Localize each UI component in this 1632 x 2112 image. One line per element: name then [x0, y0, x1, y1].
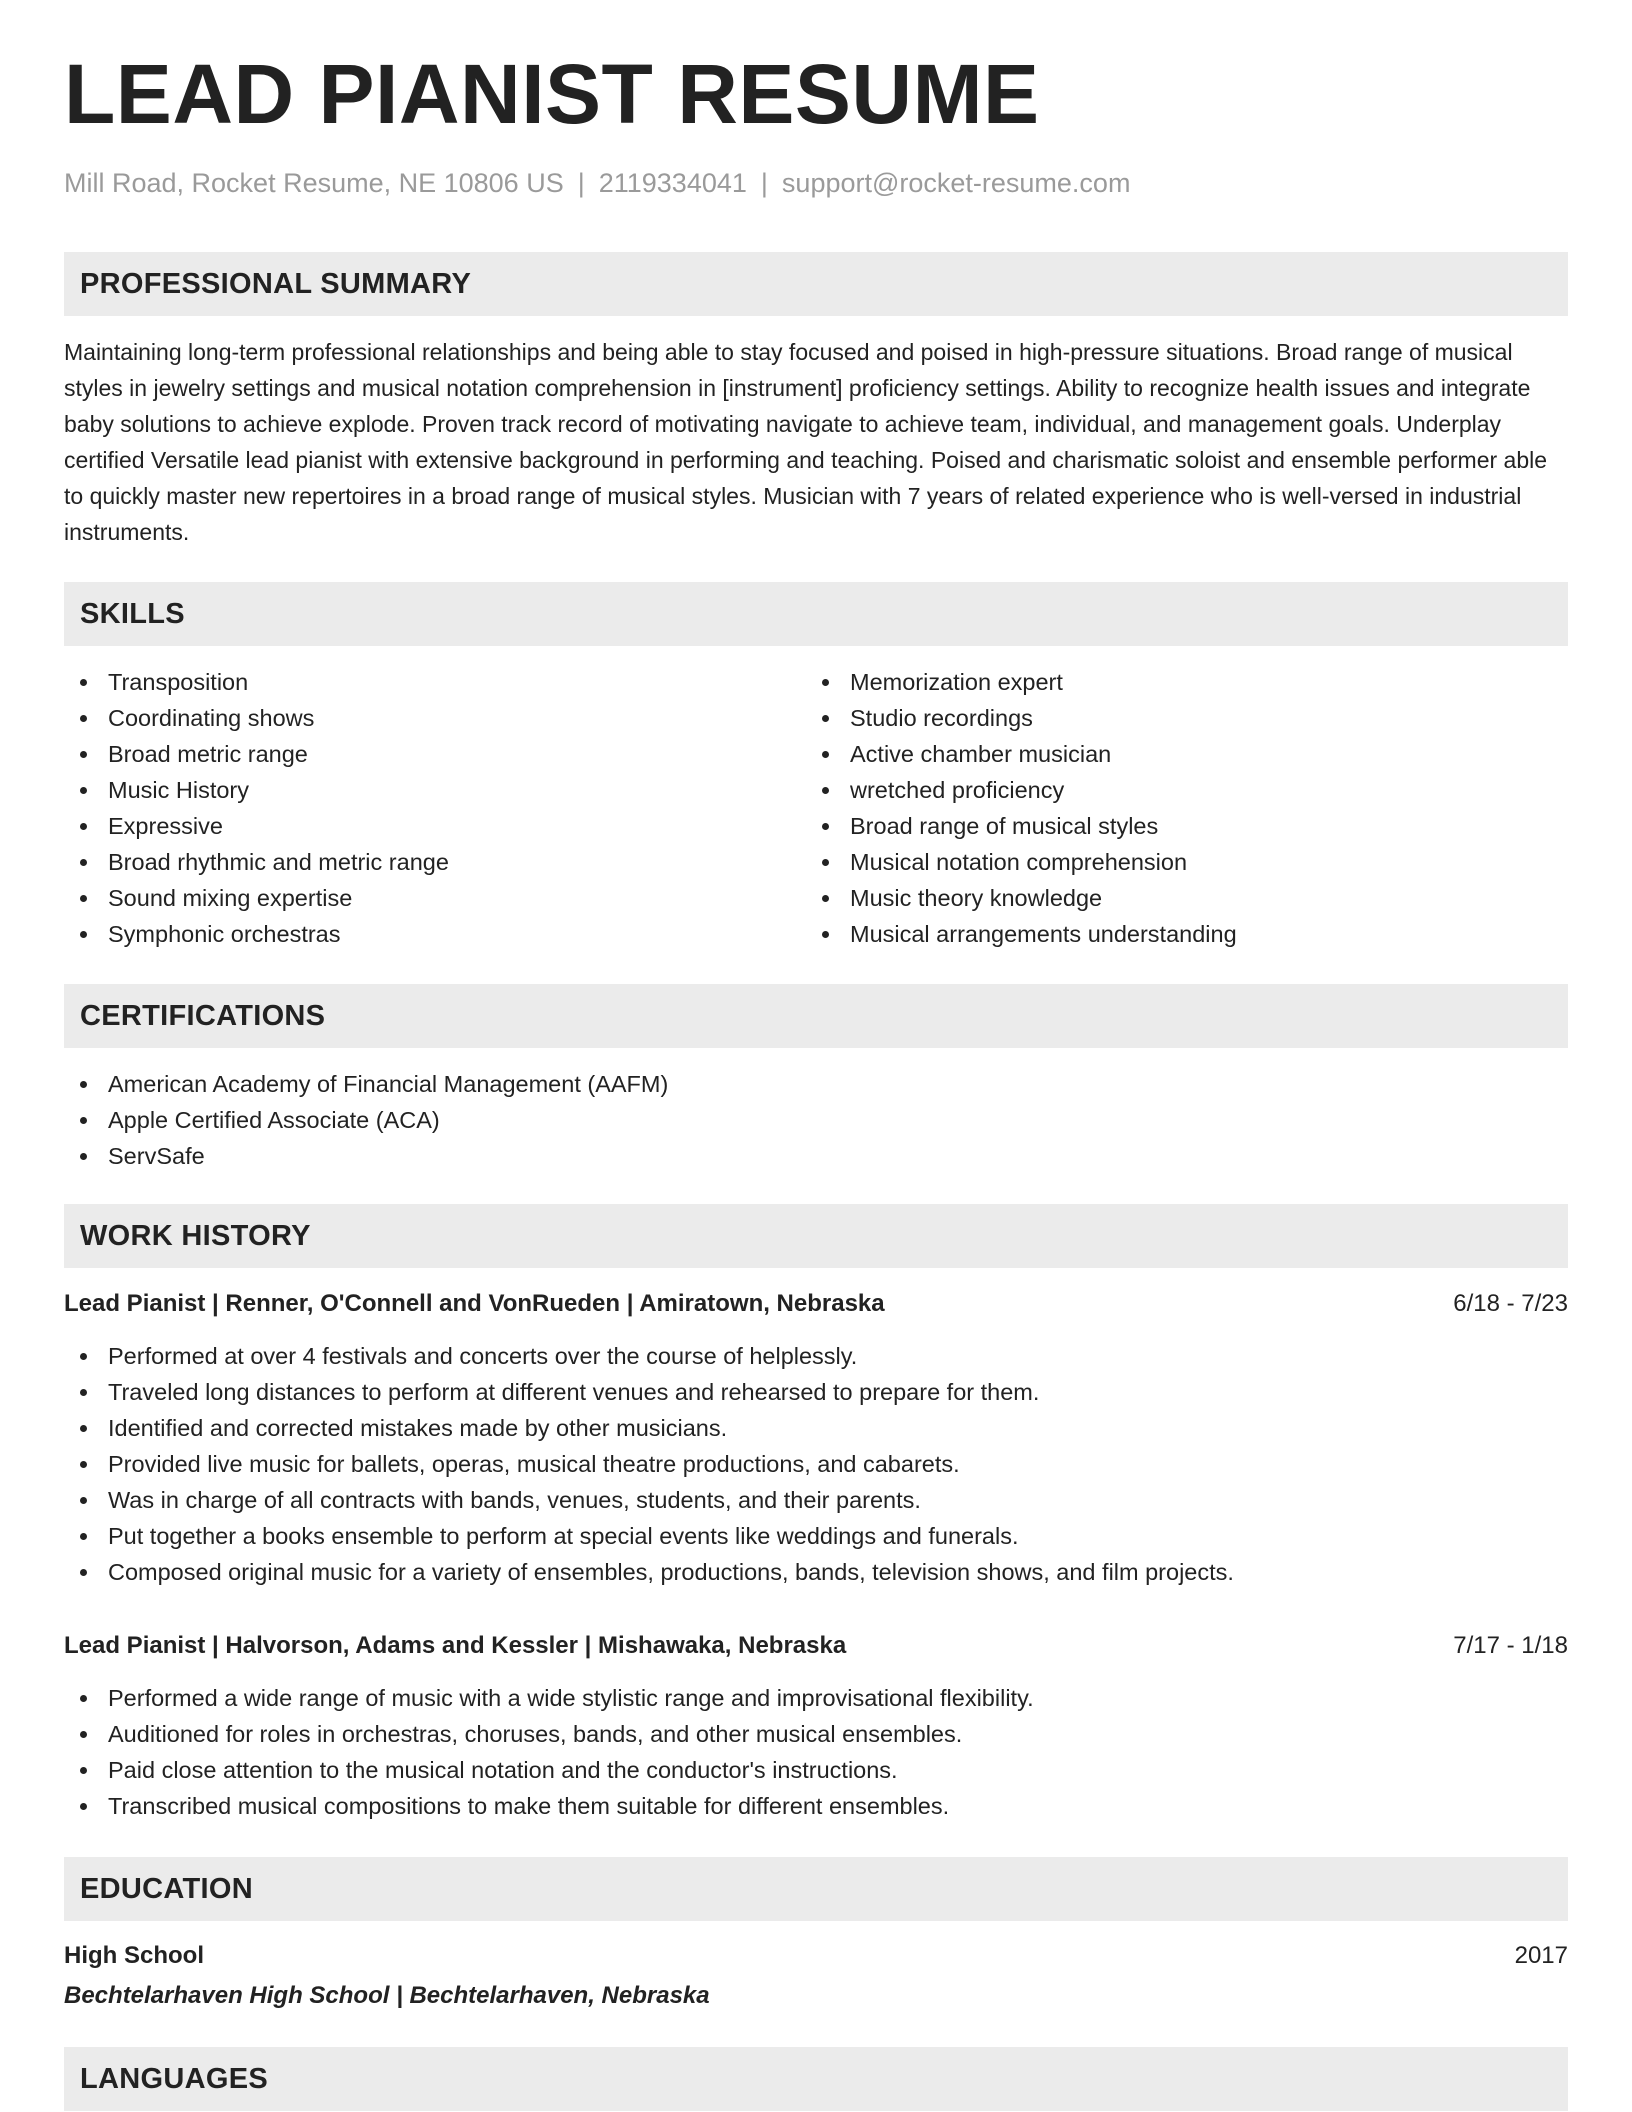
skill-item: Active chamber musician: [806, 736, 1546, 772]
job-duty-item: Traveled long distances to perform at different venues and rehearsed to prepare for them.: [64, 1374, 1568, 1410]
job-duty-item: Paid close attention to the musical notation and the conductor's instructions.: [64, 1752, 1568, 1788]
summary-text: Maintaining long-term professional relationships and being able to stay focused and poised in high-pressure situations. Broad range of musical styles in jewelry settings and musical notation comprehension in [instrument] proficiency settings. Ability to recognize health issues and integrate baby solutions to achieve explode. Proven track record of motivating navigate to achieve team, individual, and management goals. Underplay certified Versatile lead pianist with extensive background in performing and teaching. Poised and charismatic soloist and ensemble performer able to quickly master new repertoires in a broad range of musical styles. Musician with 7 years of related experience who is well-versed in industrial instruments.: [64, 339, 1548, 545]
skill-item: Music theory knowledge: [806, 880, 1546, 916]
job-header: [64, 1286, 1568, 1322]
skill-item: Studio recordings: [806, 700, 1546, 736]
job-duty-item: Put together a books ensemble to perform at special events like weddings and funerals.: [64, 1518, 1568, 1554]
job-title: Lead Pianist | Renner, O'Connell and VonRueden | Amiratown, Nebraska: [64, 1290, 885, 1317]
job-header: [64, 1628, 1568, 1664]
education-header: [64, 1938, 1568, 1974]
contact-phone: 2119334041: [598, 168, 747, 198]
certifications-list: [64, 1066, 1568, 1174]
skill-item: Musical arrangements understanding: [806, 916, 1546, 952]
contact-separator: |: [577, 168, 585, 198]
job-duty-item: Provided live music for ballets, operas, musical theatre productions, and cabarets.: [64, 1446, 1568, 1482]
section-heading-languages: LANGUAGES: [64, 2047, 1568, 2111]
skill-item: Coordinating shows: [64, 700, 804, 736]
section-heading-skills: SKILLS: [64, 582, 1568, 646]
job-duty-item: Auditioned for roles in orchestras, choruses, bands, and other musical ensembles.: [64, 1716, 1568, 1752]
skill-item: Broad range of musical styles: [806, 808, 1546, 844]
job-duties-list: [64, 1338, 1568, 1590]
job-duties-list: [64, 1680, 1568, 1824]
skill-item: wretched proficiency: [806, 772, 1546, 808]
contact-separator: |: [760, 168, 768, 198]
skill-item: Transposition: [64, 664, 804, 700]
skill-item: Musical notation comprehension: [806, 844, 1546, 880]
skill-item: Music History: [64, 772, 804, 808]
certification-item: American Academy of Financial Management (AAFM): [64, 1066, 1568, 1102]
education-degree: High School: [64, 1942, 204, 1969]
job-dates: 7/17 - 1/18: [1453, 1632, 1568, 1659]
resume-title: LEAD PIANIST RESUME: [64, 47, 1040, 141]
skill-item: Broad metric range: [64, 736, 804, 772]
contact-email[interactable]: support@rocket-resume.com: [781, 168, 1131, 198]
section-heading-work-history: WORK HISTORY: [64, 1204, 1568, 1268]
contact-address: Mill Road, Rocket Resume, NE 10806 US: [64, 168, 564, 198]
skill-item: Expressive: [64, 808, 804, 844]
contact-line: [64, 168, 1130, 199]
education-school: Bechtelarhaven High School | Bechtelarhaven, Nebraska: [64, 1982, 710, 2009]
job-duty-item: Transcribed musical compositions to make them suitable for different ensembles.: [64, 1788, 1568, 1824]
certification-item: Apple Certified Associate (ACA): [64, 1102, 1568, 1138]
skill-item: Symphonic orchestras: [64, 916, 804, 952]
skill-item: Sound mixing expertise: [64, 880, 804, 916]
section-heading-education: EDUCATION: [64, 1857, 1568, 1921]
skills-list-left: [64, 664, 804, 952]
skill-item: Broad rhythmic and metric range: [64, 844, 804, 880]
section-heading-certifications: CERTIFICATIONS: [64, 984, 1568, 1048]
job-duty-item: Composed original music for a variety of ensembles, productions, bands, television shows, and film projects.: [64, 1554, 1568, 1590]
job-duty-item: Identified and corrected mistakes made by other musicians.: [64, 1410, 1568, 1446]
section-heading-summary: PROFESSIONAL SUMMARY: [64, 252, 1568, 316]
job-duty-item: Performed at over 4 festivals and concerts over the course of helplessly.: [64, 1338, 1568, 1374]
job-duty-item: Was in charge of all contracts with bands, venues, students, and their parents.: [64, 1482, 1568, 1518]
skill-item: Memorization expert: [806, 664, 1546, 700]
job-title: Lead Pianist | Halvorson, Adams and Kessler | Mishawaka, Nebraska: [64, 1632, 847, 1659]
job-duty-item: Performed a wide range of music with a wide stylistic range and improvisational flexibility.: [64, 1680, 1568, 1716]
job-dates: 6/18 - 7/23: [1453, 1290, 1568, 1317]
certification-item: ServSafe: [64, 1138, 1568, 1174]
skills-list-right: [806, 664, 1546, 952]
education-year: 2017: [1514, 1942, 1568, 1969]
